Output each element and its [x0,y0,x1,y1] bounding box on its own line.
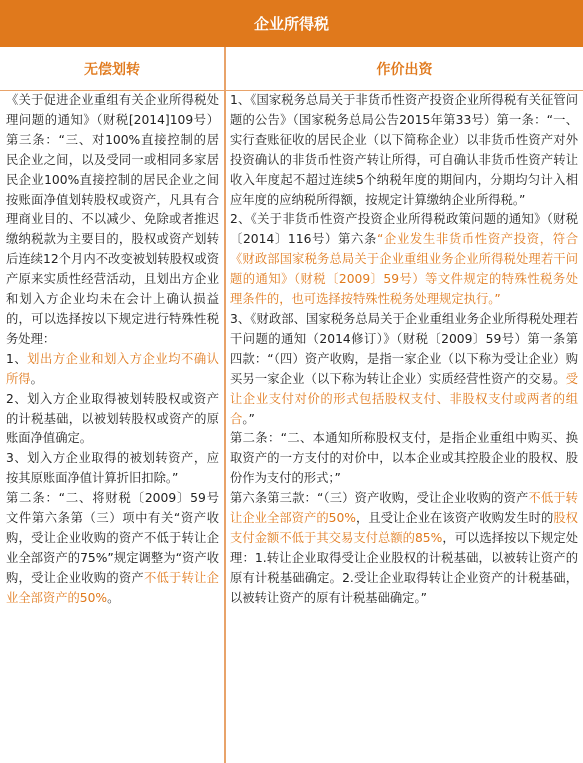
left-item-1-highlight: 划出方企业和划入方企业均不确认所得 [6,351,219,386]
left-second-article [6,489,219,608]
left-item-1-prefix: 1、 [6,351,28,366]
left-second-text: 第二条：“二、将财税〔2009〕59号文件第六条第（三）项中有关“资产收购，受让企业收购的资产不低于转让企业全部资产的75%”规定调整为“资产收购，受让企业收购的资产 [6,491,219,585]
left-item-1-suffix: 。 [30,371,43,386]
column-divider [224,47,226,763]
right-paragraph-2 [230,210,578,310]
right-paragraph-4: 第二条：“二、本通知所称股权支付，是指企业重组中购买、换取资产的一方支付的对价中，以本企业或其控股企业的股权、股份作为支付的形式；” [230,431,578,486]
left-item-3: 3、划入方企业取得的被划转资产，应按其原账面净值计算折旧扣除。” [6,451,219,486]
right-paragraph-5-highlight-1: 不低于转让企业全部资产的50% [230,491,578,526]
right-paragraph-5-c: ，可以选择按以下规定处理：1.转让企业取得受让企业股权的计税基础，以被转让资产的原有计税基础确定。2.受让企业取得转让企业资产的计税基础，以被转让资产的原有计税基础确定。” [230,530,578,605]
right-paragraph-2-prefix: 2、《关于非货币性资产投资企业所得税政策问题的通知》（财税〔2014〕116号）第六条 [230,212,578,247]
right-paragraph-5-b: ，且受让企业在该资产收购发生时的 [356,511,554,526]
left-second-suffix: 。 [107,590,120,605]
right-paragraph-3 [230,310,578,429]
right-paragraph-2-highlight: “企业发生非货币性资产投资，符合《财政部国家税务总局关于企业重组业务企业所得税处理若干问题的通知》（财税〔2009〕59号）等文件规定的特殊性税务处理条件的，也可选择按特殊性税务处理规定执行。” [230,232,578,307]
table-title: 企业所得税 [0,0,583,47]
column-heading-gratuitous-transfer: 无偿划转 [0,47,224,90]
left-second-highlight: 不低于转让企业全部资产的50% [6,570,219,605]
left-item-1 [6,350,219,390]
right-paragraph-5 [230,489,578,608]
right-paragraph-5-a: 第六条第三款：“（三）资产收购，受让企业收购的资产 [230,491,529,506]
right-paragraph-3-prefix: 3、《财政部、国家税务总局关于企业重组业务企业所得税处理若干问题的通知（2014修订）》（财税〔2009〕59号）第一条第四款：“（四）资产收购，是指一家企业（以下称为受让企业）购买另一家企业（以下称为转让企业）实质经营性资产的交易。 [230,311,578,386]
right-paragraph-3-highlight: 受让企业支付对价的形式包括股权支付、非股权支付或两者的组合 [230,371,578,426]
left-intro-paragraph: 《关于促进企业重组有关企业所得税处理问题的通知》（财税[2014]109号）第三条：“三、对100%直接控制的居民企业之间，以及受同一或相同多家居民企业100%直接控制的居民企业之间按账面净值划转股权或资产，凡具有合理商业目的、不以减少、免除或者推迟缴纳税款为主要目的，股权或资产划转后连续12个月内不改变被划转股权或资产原来实质性经营活动，且划出方企业和划入方企业均未在会计上确认损益的，可以选择按以下规定进行特殊性税务处理： [6,93,219,346]
right-paragraph-1: 1、《国家税务总局关于非货币性资产投资企业所得税有关征管问题的公告》（国家税务总局公告2015年第33号）第一条：“一、实行查账征收的居民企业（以下简称企业）以非货币性资产对外投资确认的非货币性资产转让所得，可自确认非货币性资产转让收入年度起不超过连续5个纳税年度的期间内，分期均匀计入相应年度的应纳税所得额，按规定计算缴纳企业所得税。” [230,93,578,207]
left-column-content [6,91,219,763]
right-paragraph-3-suffix: 。” [242,411,255,426]
right-column-content [230,91,578,763]
column-heading-capital-contribution: 作价出资 [226,47,583,90]
left-item-2: 2、划入方企业取得被划转股权或资产的计税基础，以被划转股权或资产的原账面净值确定。 [6,391,219,446]
right-paragraph-5-highlight-2: 股权支付金额不低于其交易支付总额的85% [230,511,578,545]
